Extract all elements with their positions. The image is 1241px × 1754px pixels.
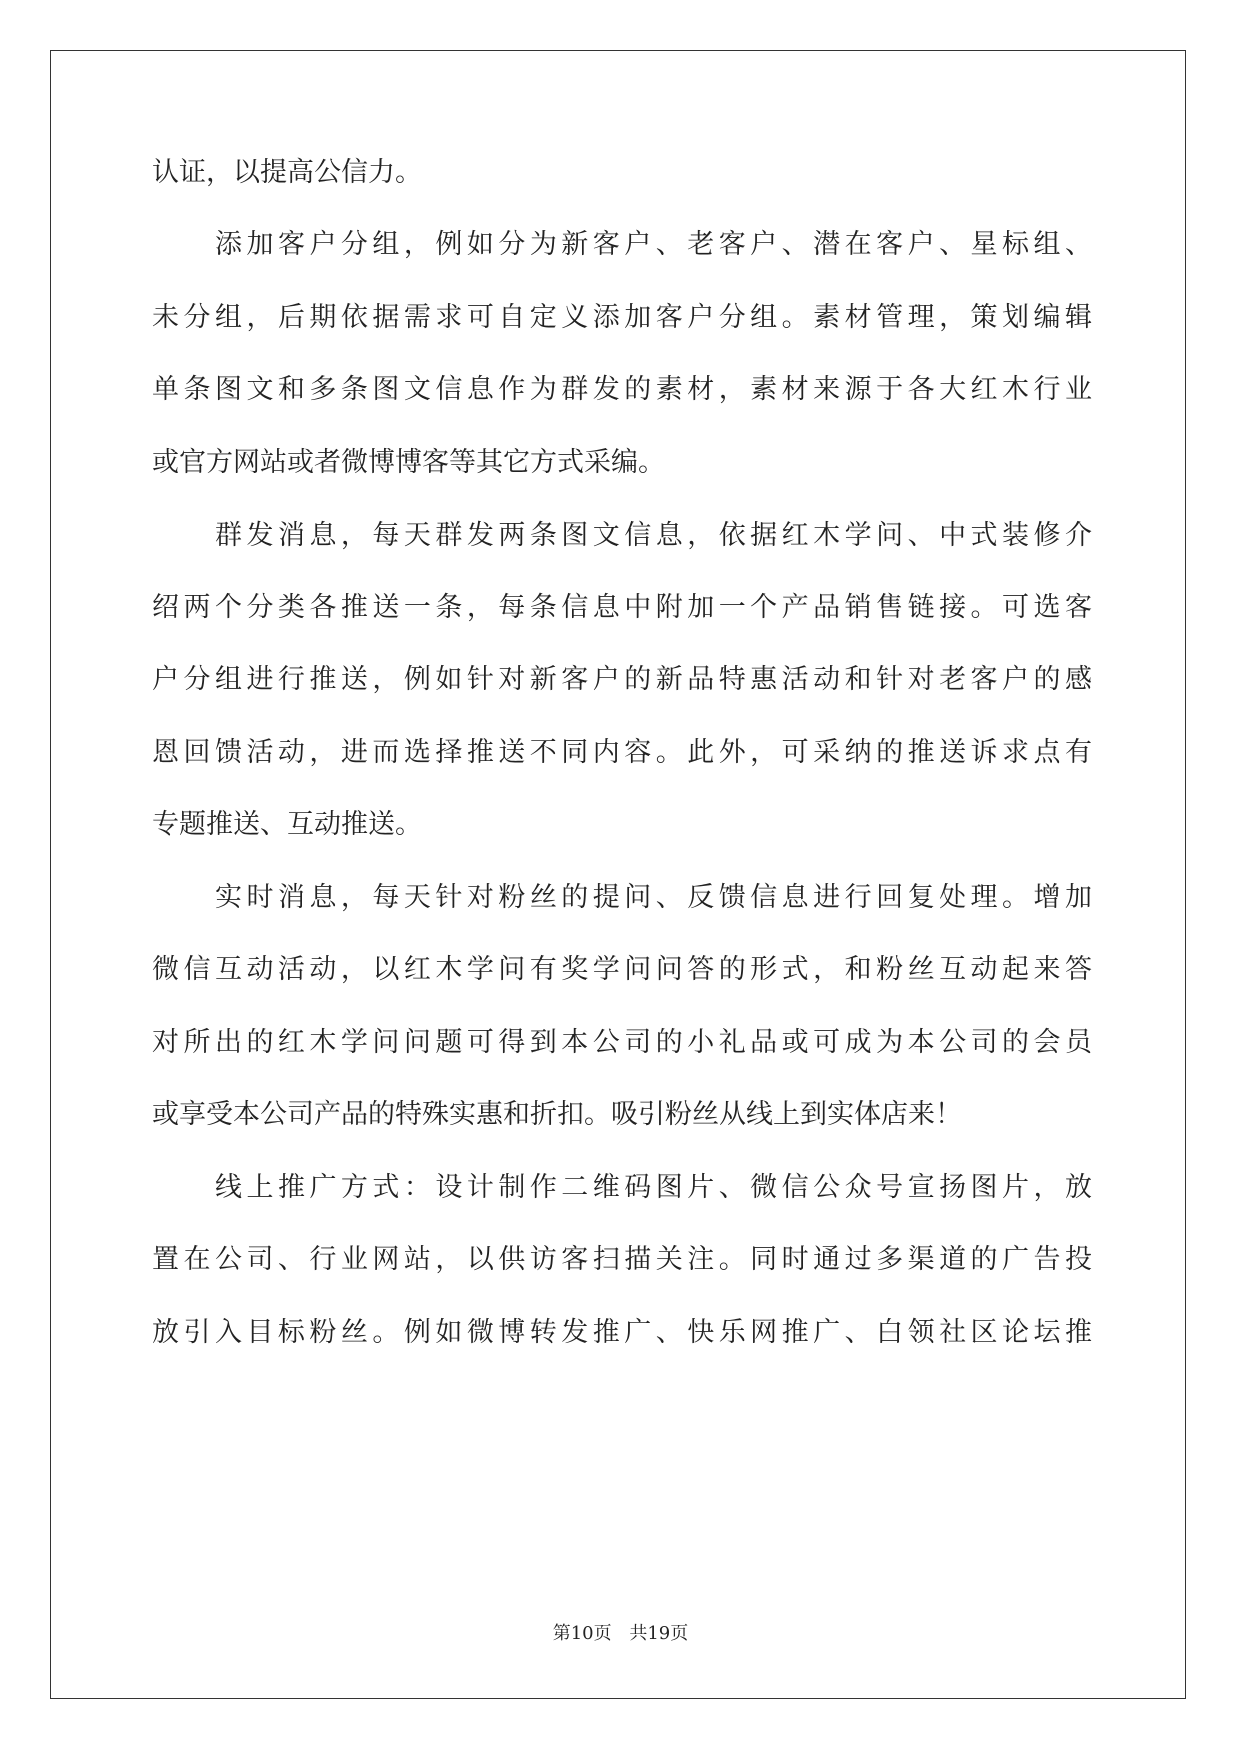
text-line: 微信互动活动，以红木学问有奖学问问答的形式，和粉丝互动起来答 [152, 954, 1092, 985]
text-line: 置在公司、行业网站，以供访客扫描关注。同时通过多渠道的广告投 [152, 1244, 1092, 1275]
text-line: 或享受本公司产品的特殊实惠和折扣。吸引粉丝从线上到实体店来！ [152, 1099, 962, 1130]
text-line: 未分组，后期依据需求可自定义添加客户分组。素材管理，策划编辑 [152, 302, 1092, 333]
text-line: 添加客户分组，例如分为新客户、老客户、潜在客户、星标组、 [215, 229, 1092, 260]
text-line: 或官方网站或者微博博客等其它方式采编。 [152, 447, 665, 478]
page-number: 第10页 [552, 1623, 612, 1644]
text-line: 线上推广方式：设计制作二维码图片、微信公众号宣扬图片，放 [215, 1172, 1092, 1203]
text-line: 实时消息，每天针对粉丝的提问、反馈信息进行回复处理。增加 [215, 882, 1092, 913]
page-footer [0, 1619, 1241, 1645]
text-line: 恩回馈活动，进而选择推送不同内容。此外，可采纳的推送诉求点有 [152, 737, 1092, 768]
page-total: 共19页 [629, 1623, 689, 1644]
page-border [50, 50, 1186, 1699]
text-line: 认证，以提高公信力。 [152, 157, 422, 188]
text-line: 放引入目标粉丝。例如微博转发推广、快乐网推广、白领社区论坛推 [152, 1317, 1092, 1348]
text-line: 专题推送、互动推送。 [152, 809, 422, 840]
text-line: 户分组进行推送，例如针对新客户的新品特惠活动和针对老客户的感 [152, 664, 1092, 695]
text-line: 单条图文和多条图文信息作为群发的素材，素材来源于各大红木行业 [152, 374, 1092, 405]
text-line: 群发消息，每天群发两条图文信息，依据红木学问、中式装修介 [215, 520, 1092, 551]
text-line: 对所出的红木学问问题可得到本公司的小礼品或可成为本公司的会员 [152, 1027, 1092, 1058]
text-line: 绍两个分类各推送一条，每条信息中附加一个产品销售链接。可选客 [152, 592, 1092, 623]
